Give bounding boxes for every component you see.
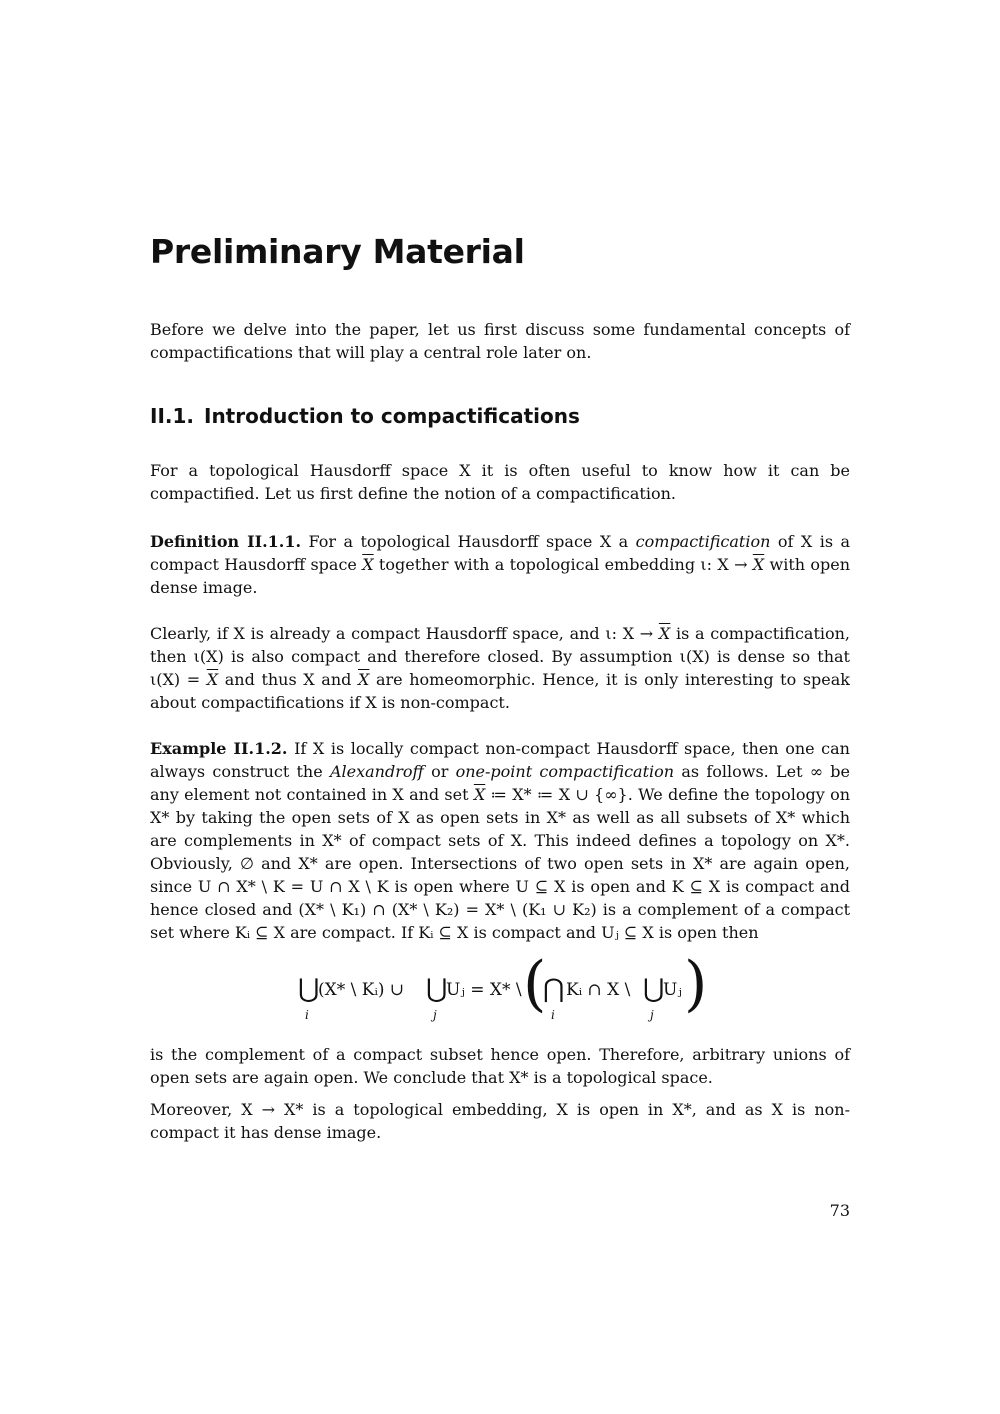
paragraph-text: and thus X and [218, 670, 358, 689]
page-number: 73 [829, 1201, 850, 1220]
paragraph-conclusion: is the complement of a compact subset hence open. Therefore, arbitrary unions of open sets are again open. We conclude that X* is a topological space. [150, 1045, 850, 1087]
section-heading [150, 404, 580, 428]
x-bar: $\overline{X}$ [206, 670, 219, 689]
example-term: one-point compactification [455, 762, 675, 781]
definition-text: of X is a compact Hausdorff space [150, 532, 851, 574]
right-paren: ) [684, 949, 708, 1019]
subscript-i: i [305, 1008, 309, 1022]
subscript-i: i [551, 1008, 555, 1022]
chapter-title: Preliminary Material [150, 232, 525, 271]
example-term: Alexandroff [329, 762, 424, 781]
equation-term: Uⱼ [663, 980, 682, 1000]
subscript-j: j [650, 1008, 654, 1022]
definition-text: For a topological Hausdorff space X a [308, 532, 636, 551]
definition-block [150, 530, 850, 599]
paragraph-text: Clearly, if X is already a compact Hausdorff space, and ι: X → [150, 624, 659, 643]
section-number: II.1. [150, 404, 194, 428]
big-union: ⋃ [298, 974, 320, 1004]
x-bar: $\overline{X}$ [357, 670, 370, 689]
example-text: ≔ X* ≔ X ∪ {∞}. We define the topology on X* by taking the open sets of X as open sets in X* as well as all subsets of X* which are complements in X* of compact sets of X. This indeed defines a topology on X*. Obviously, ∅ and X* are open. Intersections of two open sets in X* are again open, since U ∩ X* \ K = U ∩ X \ K is open where U ⊆ X is open and K ⊆ X is compact and hence closed and (X* \ K₁) ∩ (X* \ K₂) = X* \ (K₁ ∪ K₂) is a complement of a compact set where Kᵢ ⊆ X are compact. If Kᵢ ⊆ X is compact and Uⱼ ⊆ X is open then [150, 785, 851, 942]
paragraph-hausdorff: For a topological Hausdorff space X it is often useful to know how it can be compactified. Let us first define the notion of a compactification. [150, 461, 850, 503]
big-union: ⋃ [643, 974, 665, 1004]
equation-term: Uⱼ = X* \ [446, 980, 522, 1000]
section-title: Introduction to compactifications [204, 404, 580, 428]
paragraph-compact-case [150, 622, 850, 714]
example-text: as follows. Let ∞ be any element not contained in X and set [150, 762, 851, 804]
big-intersection: ⋂ [543, 974, 565, 1004]
example-text: or [423, 762, 456, 781]
paragraph-text: are homeomorphic. Hence, it is only interesting to speak about compactifications if X is non-compact. [150, 670, 850, 712]
x-bar: $\overline{X}$ [362, 555, 374, 574]
intro-paragraph: Before we delve into the paper, let us first discuss some fundamental concepts of compactifications that will play a central role later on. [150, 320, 850, 362]
definition-text: with open dense image. [150, 555, 851, 597]
definition-label: Definition II.1.1. [150, 532, 302, 551]
big-union: ⋃ [426, 974, 448, 1004]
definition-text: together with a topological embedding ι: X → [373, 555, 753, 574]
x-bar: $\overline{X}$ [752, 555, 765, 574]
definition-term: compactification [635, 532, 771, 551]
equation-term: (X* \ Kᵢ) ∪ [318, 980, 405, 1000]
x-bar: $\overline{X}$ [473, 785, 486, 804]
paragraph-text: is a compactification, then ι(X) is also compact and therefore closed. By assumption ι(X) is dense so that ι(X) = [150, 624, 851, 689]
left-paren: ( [523, 949, 547, 1019]
example-label: Example II.1.2. [150, 739, 288, 758]
subscript-j: j [433, 1008, 437, 1022]
equation-term: Kᵢ ∩ X \ [566, 980, 631, 1000]
paragraph-embedding: Moreover, X → X* is a topological embedding, X is open in X*, and as X is non-compact it has dense image. [150, 1100, 850, 1142]
x-bar: $\overline{X}$ [658, 624, 671, 643]
example-text: If X is locally compact non-compact Hausdorff space, then one can always construct the [150, 739, 850, 781]
display-equation [150, 949, 850, 1028]
example-block [150, 737, 850, 944]
